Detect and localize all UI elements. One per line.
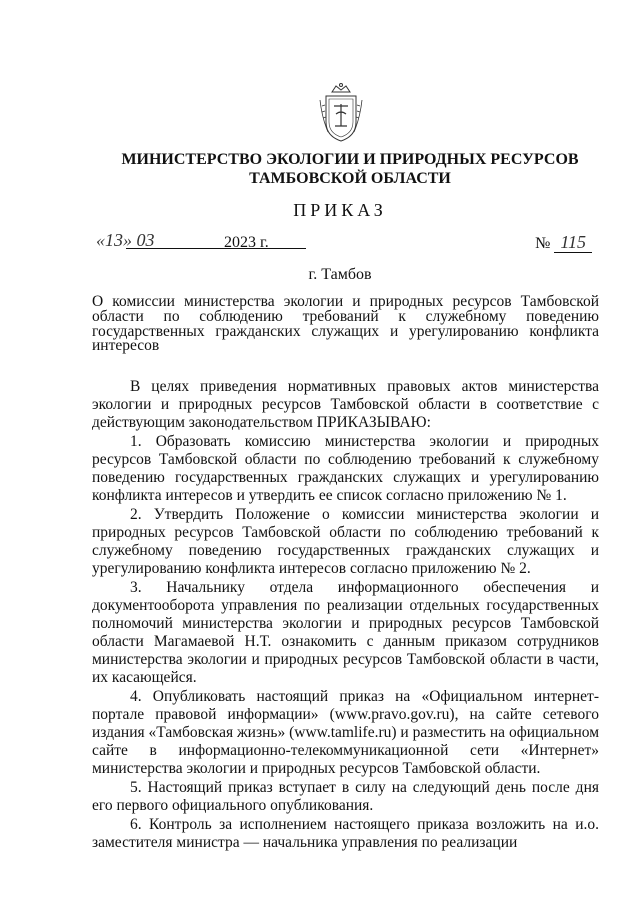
order-item-4: 4. Опубликовать настоящий приказ на «Официальном интернет-портале правовой информации» (www.pravo.gov.ru), на сайте сетевого издания «Тамбовская жизнь» (www.tamlife.ru) и разместить на официальном сайте в информационно-телекоммуникационной сети «Интернет» министерства экологии и природных ресурсов Тамбовской области. bbox=[92, 688, 599, 777]
order-item-6: 6. Контроль за исполнением настоящего приказа возложить на и.о. заместителя министра — начальника управления по реализации bbox=[92, 816, 599, 851]
tambov-coat-of-arms-icon bbox=[318, 82, 364, 144]
order-item-1: 1. Образовать комиссию министерства экологии и природных ресурсов Тамбовской области по соблюдению требований к служебному поведению государственных гражданских служащих и урегулированию конфликта интересов и утвердить ее список согласно приложению № 1. bbox=[92, 433, 599, 504]
order-body bbox=[92, 378, 599, 852]
handwritten-number: 115 bbox=[554, 232, 592, 253]
order-subject: О комиссии министерства экологии и природных ресурсов Тамбовской области по соблюдению требований к служебному поведению государственных гражданских служащих и урегулированию конфликта интересов bbox=[92, 293, 599, 355]
order-item-3: 3. Начальнику отдела информационного обеспечения и документооборота управления по реализации отдельных государственных полномочий министерства экологии и природных ресурсов Тамбовской области Магамаевой Н.Т. ознакомить с данным приказом сотрудников министерства экологии и природных ресурсов Тамбовской области в части, их касающейся. bbox=[92, 579, 599, 686]
intro-paragraph: В целях приведения нормативных правовых актов министерства экологии и природных ресурсов Тамбовской области в соответствие с действующим законодательством ПРИКАЗЫВАЮ: bbox=[92, 378, 599, 431]
number-label: № bbox=[535, 235, 551, 252]
handwritten-date: «13» 03 bbox=[96, 230, 155, 250]
title-line-2: ТАМБОВСКОЙ ОБЛАСТИ bbox=[249, 170, 451, 187]
document-number bbox=[535, 232, 592, 253]
order-item-5: 5. Настоящий приказ вступает в силу на следующий день после дня его первого официального опубликования. bbox=[92, 779, 599, 814]
city: г. Тамбов bbox=[308, 266, 372, 283]
ministry-title bbox=[60, 150, 640, 188]
document-type: ПРИКАЗ bbox=[293, 200, 387, 220]
date-underline bbox=[126, 248, 306, 249]
order-item-2: 2. Утвердить Положение о комиссии министерства экологии и природных ресурсов Тамбовской области по соблюдению требований к служебному поведению государственных гражданских служащих и урегулированию конфликта интересов согласно приложению № 2. bbox=[92, 506, 599, 577]
year: 2023 г. bbox=[224, 234, 269, 251]
title-line-1: МИНИСТЕРСТВО ЭКОЛОГИИ И ПРИРОДНЫХ РЕСУРСОВ bbox=[121, 151, 579, 168]
date-number-line bbox=[92, 232, 602, 254]
